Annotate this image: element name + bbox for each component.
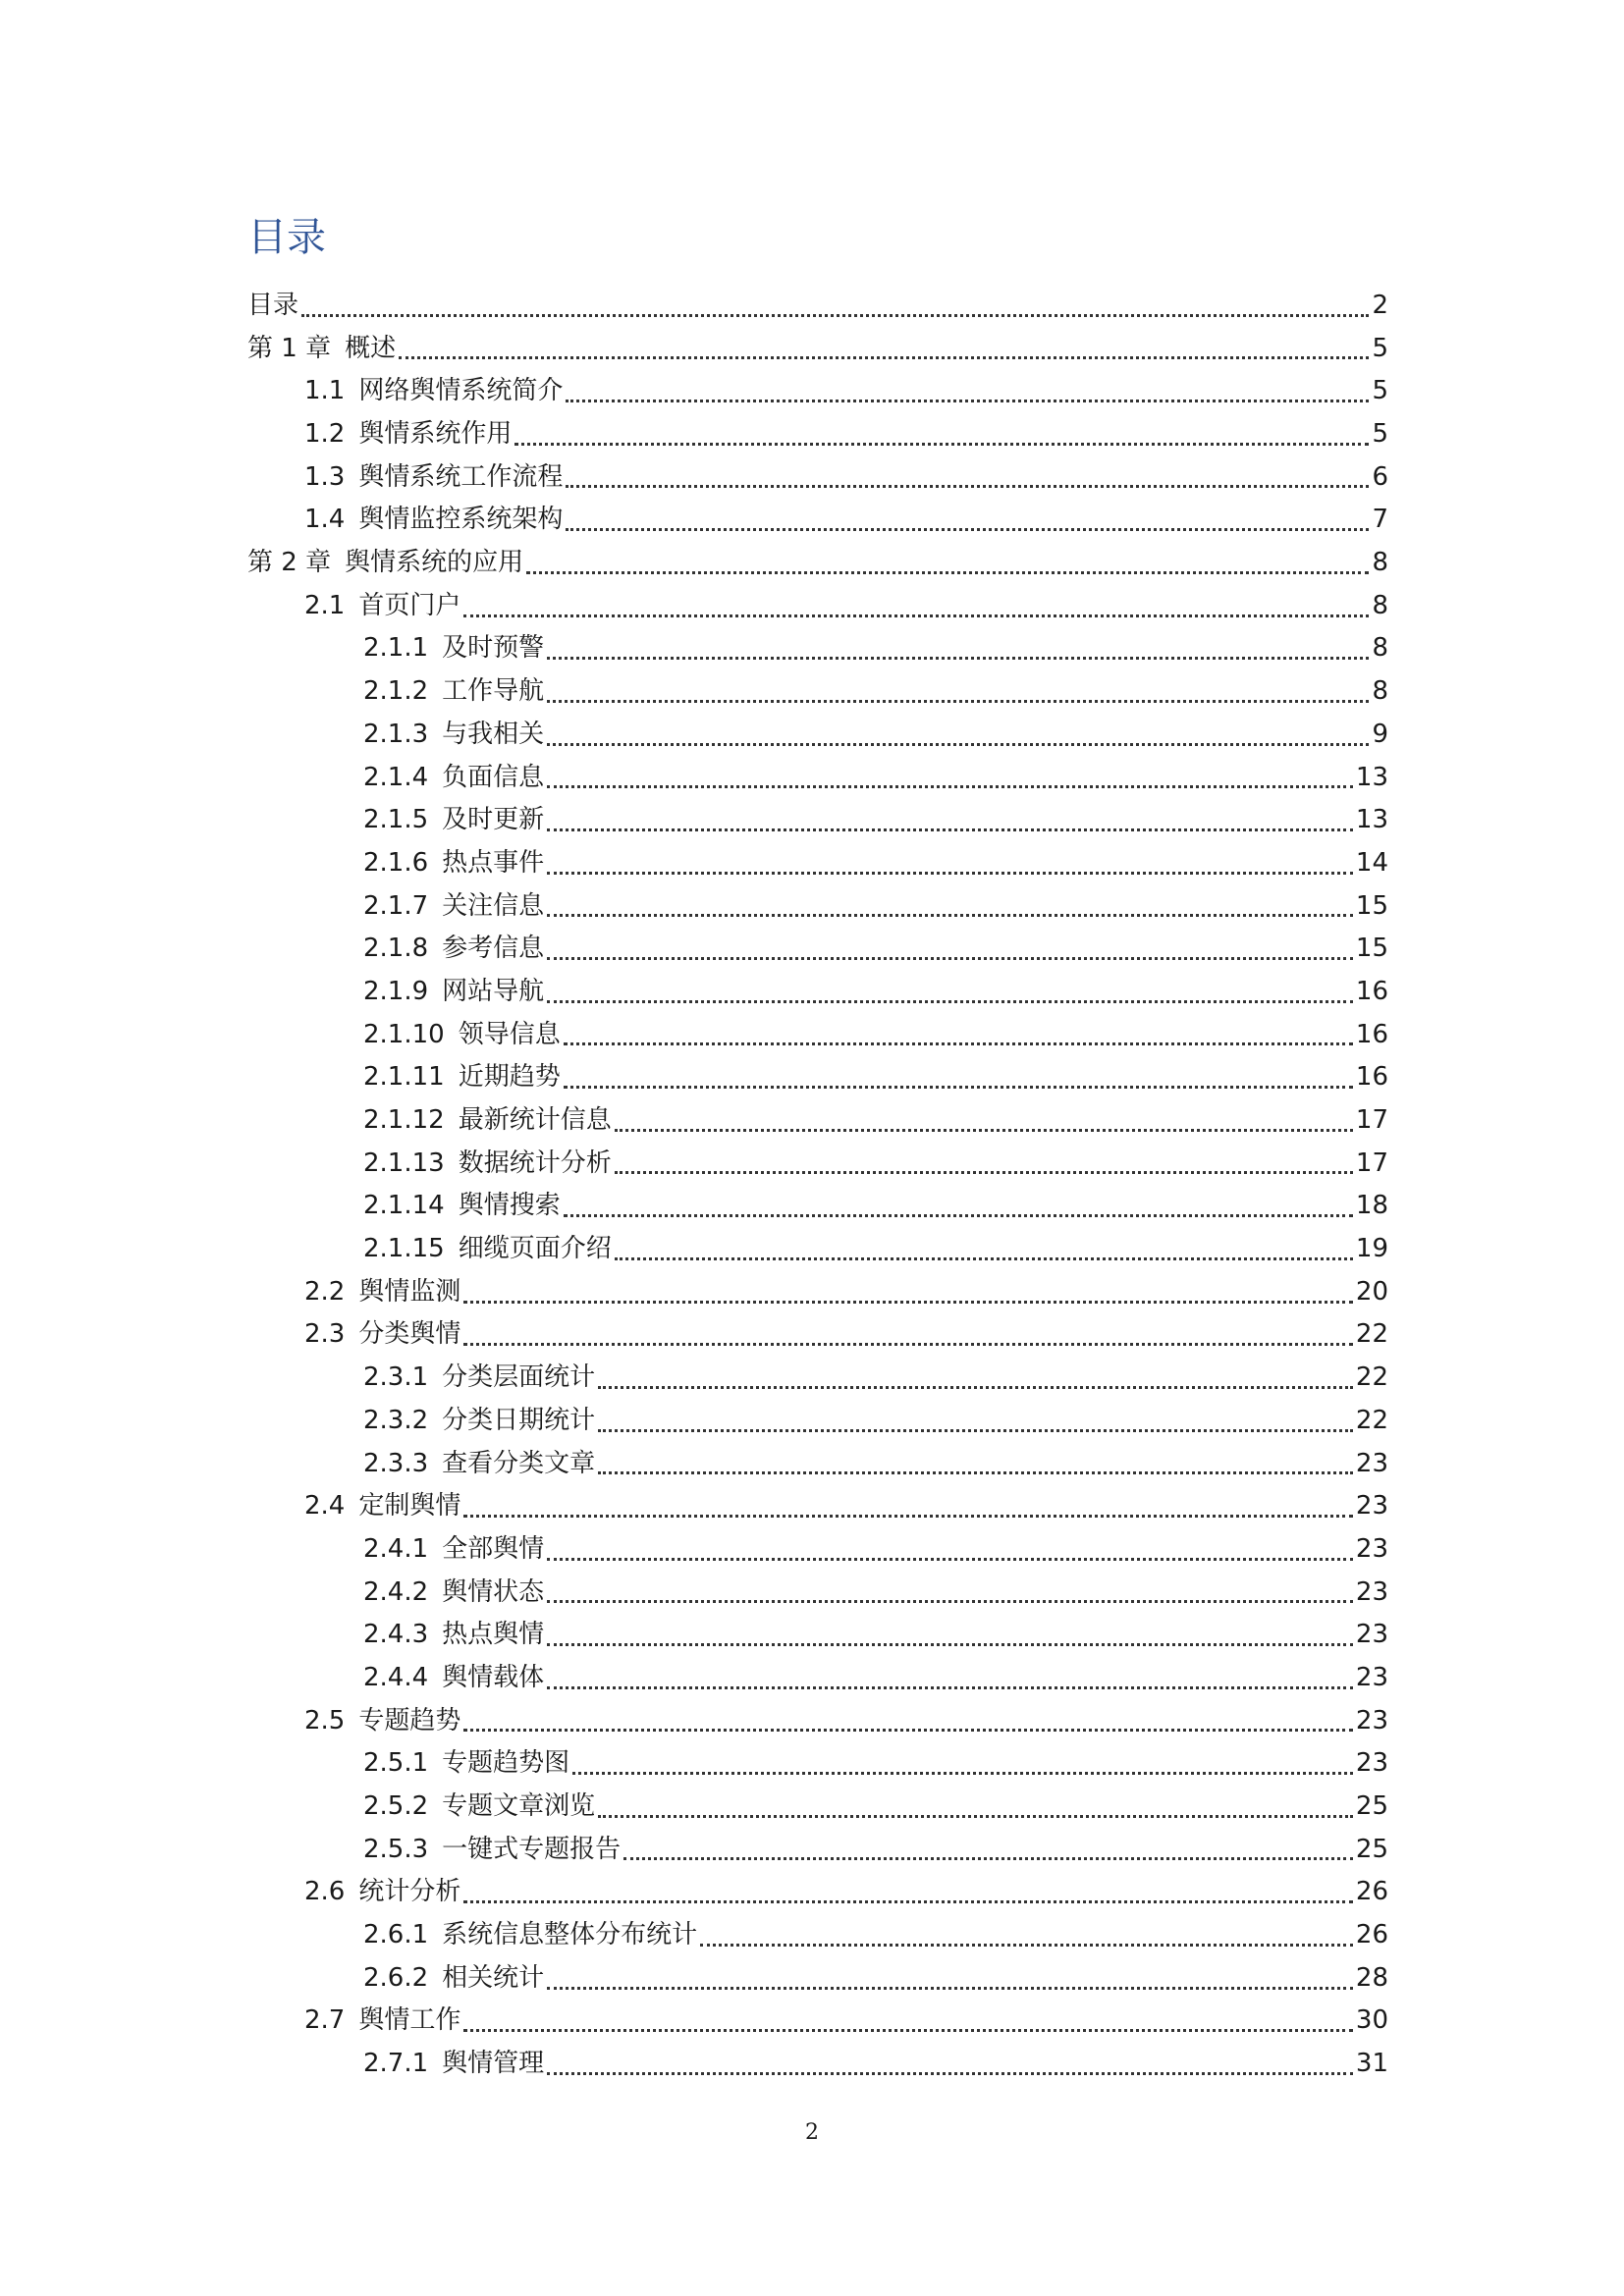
toc-entry[interactable]	[247, 1871, 1388, 1914]
toc-entry[interactable]	[247, 757, 1388, 800]
dot-leader	[547, 957, 1353, 960]
toc-entry-page: 18	[1355, 1191, 1388, 1221]
toc-entry-number: 1.1	[304, 376, 346, 406]
toc-entry-number: 2.1.9	[363, 976, 429, 1006]
toc-entry-title: 领导信息	[458, 1019, 561, 1049]
dot-leader	[547, 2072, 1353, 2075]
toc-entry-title: 舆情监控系统架构	[358, 505, 564, 535]
toc-entry-title: 分类日期统计	[442, 1405, 596, 1435]
dot-leader	[463, 1515, 1353, 1518]
toc-entry-number: 2.1	[304, 590, 346, 620]
toc-entry-page: 5	[1372, 376, 1388, 406]
dot-leader	[547, 872, 1353, 875]
toc-entry-page: 9	[1372, 719, 1388, 749]
toc-entry-title: 关注信息	[442, 890, 545, 921]
toc-entry[interactable]	[247, 328, 1388, 371]
toc-entry[interactable]	[247, 456, 1388, 500]
dot-leader	[547, 1558, 1353, 1561]
toc-entry-title: 舆情监测	[358, 1276, 461, 1307]
dot-leader	[623, 1857, 1353, 1860]
toc-entry[interactable]	[247, 799, 1388, 842]
toc-entry-number: 2.7	[304, 2005, 346, 2036]
toc-entry-number: 2.1.6	[363, 847, 429, 878]
dot-leader	[547, 1643, 1353, 1646]
toc-entry-title: 舆情工作	[358, 2005, 461, 2036]
dot-leader	[547, 785, 1353, 788]
toc-entry-number: 第 1 章	[247, 333, 332, 363]
dot-leader	[301, 314, 1369, 317]
toc-entry[interactable]	[247, 1056, 1388, 1099]
toc-entry-number: 2.4.2	[363, 1576, 429, 1607]
toc-entry-number: 第 2 章	[247, 548, 332, 578]
toc-entry-page: 22	[1355, 1405, 1388, 1435]
toc-entry[interactable]	[247, 670, 1388, 714]
toc-entry[interactable]	[247, 842, 1388, 885]
toc-entry[interactable]	[247, 1271, 1388, 1314]
toc-entry-title: 全部舆情	[442, 1533, 545, 1564]
toc-entry-page: 23	[1355, 1491, 1388, 1522]
toc-entry-page: 14	[1355, 847, 1388, 878]
toc-entry-title: 网站导航	[442, 976, 545, 1006]
toc-entry-number: 2.1.2	[363, 676, 429, 707]
toc-entry-page: 8	[1372, 676, 1388, 707]
dot-leader	[598, 1471, 1353, 1474]
toc-entry-title: 数据统计分析	[458, 1148, 612, 1178]
toc-entry-title: 专题文章浏览	[442, 1791, 596, 1822]
dot-leader	[572, 1772, 1353, 1775]
toc-entry-number: 2.5	[304, 1705, 346, 1735]
toc-entry-page: 23	[1355, 1576, 1388, 1607]
toc-entry[interactable]	[247, 499, 1388, 542]
toc-entry-title: 热点事件	[442, 847, 545, 878]
toc-entry[interactable]	[247, 542, 1388, 585]
toc-entry-page: 23	[1355, 1533, 1388, 1564]
dot-leader	[700, 1944, 1353, 1947]
dot-leader	[547, 743, 1369, 746]
toc-entry[interactable]	[247, 1614, 1388, 1657]
toc-entry-number: 2.3.1	[363, 1362, 429, 1393]
toc-entry-title: 网络舆情系统简介	[358, 376, 564, 406]
toc-entry-title: 与我相关	[442, 719, 545, 749]
toc-entry-number: 2.2	[304, 1276, 346, 1307]
toc-entry-number: 2.4.1	[363, 1533, 429, 1564]
dot-leader	[463, 1343, 1353, 1346]
dot-leader	[566, 485, 1369, 488]
toc-entry-page: 8	[1372, 548, 1388, 578]
toc-entry-page: 23	[1355, 1705, 1388, 1735]
toc-entry-page: 15	[1355, 890, 1388, 921]
dot-leader	[615, 1257, 1353, 1260]
toc-entry-title: 负面信息	[442, 762, 545, 792]
toc-entry[interactable]	[247, 971, 1388, 1014]
toc-entry-number: 2.6.1	[363, 1920, 429, 1950]
toc-entry-title: 热点舆情	[442, 1620, 545, 1650]
toc-entry-title: 查看分类文章	[442, 1448, 596, 1478]
toc-entry[interactable]	[247, 1528, 1388, 1572]
toc-entry-page: 23	[1355, 1662, 1388, 1692]
dot-leader	[547, 1686, 1353, 1689]
toc-entry-title: 概述	[345, 333, 397, 363]
dot-leader	[463, 614, 1369, 617]
toc-entry-title: 近期趋势	[458, 1062, 561, 1093]
toc-entry-number: 2.3.3	[363, 1448, 429, 1478]
toc-entry[interactable]	[247, 2001, 1388, 2044]
toc-entry-page: 13	[1355, 805, 1388, 835]
dot-leader	[598, 1815, 1353, 1818]
toc-entry[interactable]	[247, 285, 1388, 328]
toc-entry-page: 26	[1355, 1920, 1388, 1950]
toc-entry-title: 专题趋势图	[442, 1748, 570, 1779]
toc-entry-page: 8	[1372, 633, 1388, 664]
toc-entry-title: 舆情状态	[442, 1576, 545, 1607]
toc-entry[interactable]	[247, 628, 1388, 671]
toc-entry[interactable]	[247, 928, 1388, 971]
dot-leader	[598, 1386, 1353, 1389]
toc-entry-number: 2.1.14	[363, 1191, 445, 1221]
toc-entry[interactable]	[247, 1314, 1388, 1358]
toc-entry[interactable]	[247, 1914, 1388, 1957]
toc-entry[interactable]	[247, 1742, 1388, 1786]
toc-entry-page: 22	[1355, 1362, 1388, 1393]
toc-entry-number: 2.5.2	[363, 1791, 429, 1822]
toc-entry-number: 2.1.1	[363, 633, 429, 664]
toc-entry-number: 2.1.11	[363, 1062, 445, 1093]
toc-entry[interactable]	[247, 1228, 1388, 1271]
dot-leader	[463, 1729, 1353, 1732]
toc-entry-page: 16	[1355, 1019, 1388, 1049]
toc-entry-title: 及时预警	[442, 633, 545, 664]
toc-entry[interactable]	[247, 1657, 1388, 1700]
dot-leader	[463, 1301, 1353, 1304]
toc-entry-page: 13	[1355, 762, 1388, 792]
toc-entry[interactable]	[247, 370, 1388, 413]
toc-entry-page: 30	[1355, 2005, 1388, 2036]
toc-entry-page: 28	[1355, 1962, 1388, 1993]
toc-entry-number: 2.6	[304, 1877, 346, 1907]
dot-leader	[547, 1987, 1353, 1990]
dot-leader	[564, 1214, 1353, 1217]
dot-leader	[615, 1171, 1353, 1174]
toc-entry-number: 2.1.13	[363, 1148, 445, 1178]
toc-entry-title: 目录	[247, 290, 299, 320]
toc-entry[interactable]	[247, 1143, 1388, 1186]
dot-leader	[547, 1600, 1353, 1603]
toc-entry-title: 专题趋势	[358, 1705, 461, 1735]
toc-entry[interactable]	[247, 1357, 1388, 1400]
toc-entry[interactable]	[247, 1700, 1388, 1743]
toc-entry-page: 16	[1355, 1062, 1388, 1093]
dot-leader	[564, 1042, 1353, 1045]
toc-entry-page: 16	[1355, 976, 1388, 1006]
dot-leader	[547, 700, 1369, 703]
toc-entry-title: 定制舆情	[358, 1491, 461, 1522]
toc-entry[interactable]	[247, 1400, 1388, 1443]
toc-entry[interactable]	[247, 885, 1388, 929]
toc-entry[interactable]	[247, 1572, 1388, 1615]
toc-entry-page: 31	[1355, 2049, 1388, 2079]
toc-entry[interactable]	[247, 1443, 1388, 1486]
toc-entry-page: 26	[1355, 1877, 1388, 1907]
toc-entry-title: 相关统计	[442, 1962, 545, 1993]
toc-entry-page: 25	[1355, 1791, 1388, 1822]
toc-entry-title: 参考信息	[442, 934, 545, 964]
toc-entry-page: 25	[1355, 1834, 1388, 1864]
toc-entry[interactable]	[247, 1485, 1388, 1528]
toc-entry[interactable]	[247, 1014, 1388, 1057]
toc-entry-title: 及时更新	[442, 805, 545, 835]
toc-entry-page: 17	[1355, 1105, 1388, 1136]
toc-entry-number: 1.4	[304, 505, 346, 535]
toc-entry[interactable]	[247, 2043, 1388, 2086]
dot-leader	[514, 443, 1369, 446]
toc-entry-page: 2	[1372, 290, 1388, 320]
toc-entry-page: 19	[1355, 1234, 1388, 1264]
toc-entry[interactable]	[247, 585, 1388, 628]
toc-entry-number: 1.2	[304, 419, 346, 450]
dot-leader	[615, 1129, 1353, 1132]
toc-entry-title: 分类舆情	[358, 1319, 461, 1350]
toc-entry-title: 舆情载体	[442, 1662, 545, 1692]
toc-entry[interactable]	[247, 1957, 1388, 2001]
toc-entry-title: 最新统计信息	[458, 1105, 612, 1136]
toc-entry-page: 23	[1355, 1448, 1388, 1478]
dot-leader	[463, 2029, 1353, 2032]
dot-leader	[547, 914, 1353, 917]
toc-entry[interactable]	[247, 1829, 1388, 1872]
toc-entry-number: 2.1.7	[363, 890, 429, 921]
toc-entry-page: 7	[1372, 505, 1388, 535]
dot-leader	[566, 400, 1369, 402]
toc-entry-number: 2.1.5	[363, 805, 429, 835]
toc-entry[interactable]	[247, 714, 1388, 757]
toc-entry-title: 舆情管理	[442, 2049, 545, 2079]
dot-leader	[598, 1429, 1353, 1432]
toc-entry-page: 6	[1372, 461, 1388, 492]
toc-entry-title: 系统信息整体分布统计	[442, 1920, 698, 1950]
toc-entry-number: 2.4.4	[363, 1662, 429, 1692]
toc-entry-page: 22	[1355, 1319, 1388, 1350]
toc-heading: 目录	[247, 215, 326, 260]
toc-entry-number: 2.5.1	[363, 1748, 429, 1779]
toc-entry-page: 8	[1372, 590, 1388, 620]
toc-entry-number: 2.4.3	[363, 1620, 429, 1650]
table-of-contents	[247, 285, 1388, 2086]
toc-entry-number: 2.1.8	[363, 934, 429, 964]
toc-entry[interactable]	[247, 1786, 1388, 1829]
toc-entry-page: 23	[1355, 1620, 1388, 1650]
toc-entry-number: 2.1.15	[363, 1234, 445, 1264]
toc-entry-title: 细缆页面介绍	[458, 1234, 612, 1264]
toc-entry-page: 15	[1355, 934, 1388, 964]
dot-leader	[463, 1900, 1353, 1903]
toc-entry-number: 2.3	[304, 1319, 346, 1350]
toc-entry-title: 舆情系统作用	[358, 419, 513, 450]
toc-entry-number: 2.1.12	[363, 1105, 445, 1136]
toc-entry-title: 工作导航	[442, 676, 545, 707]
dot-leader	[566, 528, 1369, 531]
toc-entry-title: 舆情系统的应用	[345, 548, 524, 578]
toc-entry-title: 分类层面统计	[442, 1362, 596, 1393]
toc-entry-title: 首页门户	[358, 590, 461, 620]
toc-entry-number: 1.3	[304, 461, 346, 492]
dot-leader	[564, 1086, 1353, 1089]
toc-entry[interactable]	[247, 413, 1388, 456]
dot-leader	[399, 356, 1369, 359]
toc-entry-number: 2.5.3	[363, 1834, 429, 1864]
toc-entry-page: 5	[1372, 333, 1388, 363]
dot-leader	[547, 657, 1369, 660]
toc-entry-page: 23	[1355, 1748, 1388, 1779]
toc-entry-title: 统计分析	[358, 1877, 461, 1907]
toc-entry-title: 一键式专题报告	[442, 1834, 622, 1864]
toc-entry-number: 2.4	[304, 1491, 346, 1522]
toc-entry-number: 2.1.10	[363, 1019, 445, 1049]
toc-entry-page: 17	[1355, 1148, 1388, 1178]
page-number: 2	[805, 2120, 819, 2145]
toc-entry-number: 2.1.4	[363, 762, 429, 792]
toc-entry[interactable]	[247, 1099, 1388, 1143]
toc-entry-page: 20	[1355, 1276, 1388, 1307]
toc-entry-number: 2.1.3	[363, 719, 429, 749]
toc-entry-title: 舆情系统工作流程	[358, 461, 564, 492]
toc-entry-page: 5	[1372, 419, 1388, 450]
dot-leader	[547, 828, 1353, 831]
toc-entry-number: 2.7.1	[363, 2049, 429, 2079]
dot-leader	[547, 1000, 1353, 1003]
toc-entry[interactable]	[247, 1185, 1388, 1228]
toc-entry-number: 2.6.2	[363, 1962, 429, 1993]
toc-entry-number: 2.3.2	[363, 1405, 429, 1435]
dot-leader	[526, 571, 1369, 574]
toc-entry-title: 舆情搜索	[458, 1191, 561, 1221]
